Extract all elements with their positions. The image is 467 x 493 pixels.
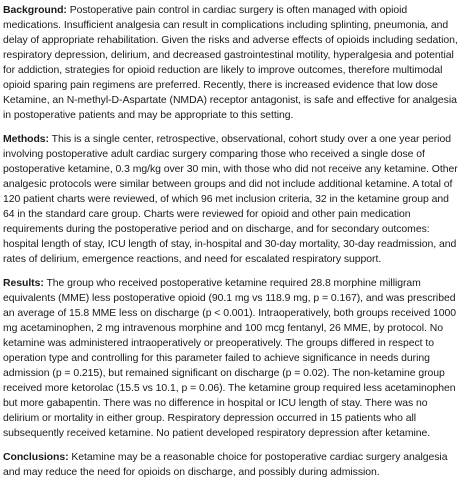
conclusions-paragraph	[3, 450, 461, 480]
conclusions-heading: Conclusions:	[3, 452, 69, 463]
methods-heading: Methods:	[3, 134, 49, 145]
methods-text: This is a single center, retrospective, observational, cohort study over a one year period involving postoperative adult cardiac surgery comparing those who received a single dose of postoperative ketamine, 0.3 mg/kg over 30 min, with those who did not receive any ketamine. Other analgesic protocols were similar between groups and did not include additional ketamine. A total of 120 patient charts were reviewed, of which 96 met inclusion criteria, 32 in the ketamine group and 64 in the standard care group. Charts were reviewed for opioid and other pain medication requirements during the postoperative period and on discharge, and for secondary outcomes: hospital length of stay, ICU length of stay, in-hospital and 30-day mortality, 30-day readmission, and rates of delirium, emergence reactions, and need for escalated respiratory support.	[3, 134, 458, 265]
results-paragraph	[3, 276, 461, 441]
results-text: The group who received postoperative ketamine required 28.8 morphine milligram equivalents (MME) less postoperative opioid (90.1 mg vs 118.9 mg, p = 0.167), and was prescribed an average of 15.8 MME less on discharge (p < 0.001). Intraoperatively, both groups received 1000 mg acetaminophen, 2 mg intravenous morphine and 100 mcg fentanyl, 26 MME, by protocol. No ketamine was administered intraoperatively or preoperatively. The groups differed in respect to operation type and controlling for this parameter failed to achieve significance in needs during admission (p = 0.215), but remained significant on discharge (p = 0.02). The non-ketamine group received more ketorolac (15.5 vs 10.1, p = 0.06). The ketamine group required less acetaminophen but more gabapentin. There was no difference in hospital or ICU length of stay. There was no delirium or mortality in either group. Respiratory depression occurred in 15 patients who all subsequently received ketamine. No patient developed respiratory depression after ketamine.	[3, 278, 457, 439]
methods-paragraph	[3, 132, 461, 267]
background-text: Postoperative pain control in cardiac surgery is often managed with opioid medications. Insufficient analgesia can result in complications including splinting, pneumonia, and delay of appropriate rehabilitation. Given the risks and adverse effects of opioids including sedation, respiratory depression, delirium, and decreased gastrointestinal motility, hyperalgesia and potential for addiction, strategies for opioid reduction are likely to improve outcomes, therefore multimodal opioid sparing pain regimens are preferred. Recently, there is increased evidence that low dose Ketamine, an N-methyl-D-Aspartate (NMDA) receptor antagonist, is safe and effective for analgesia in postoperative patients and may be appropriate to this setting.	[3, 5, 458, 121]
results-heading: Results:	[3, 278, 44, 289]
conclusions-text: Ketamine may be a reasonable choice for postoperative cardiac surgery analgesia and may reduce the need for opioids on discharge, and possibly during admission.	[3, 452, 448, 478]
background-heading: Background:	[3, 5, 67, 16]
background-paragraph	[3, 3, 461, 123]
